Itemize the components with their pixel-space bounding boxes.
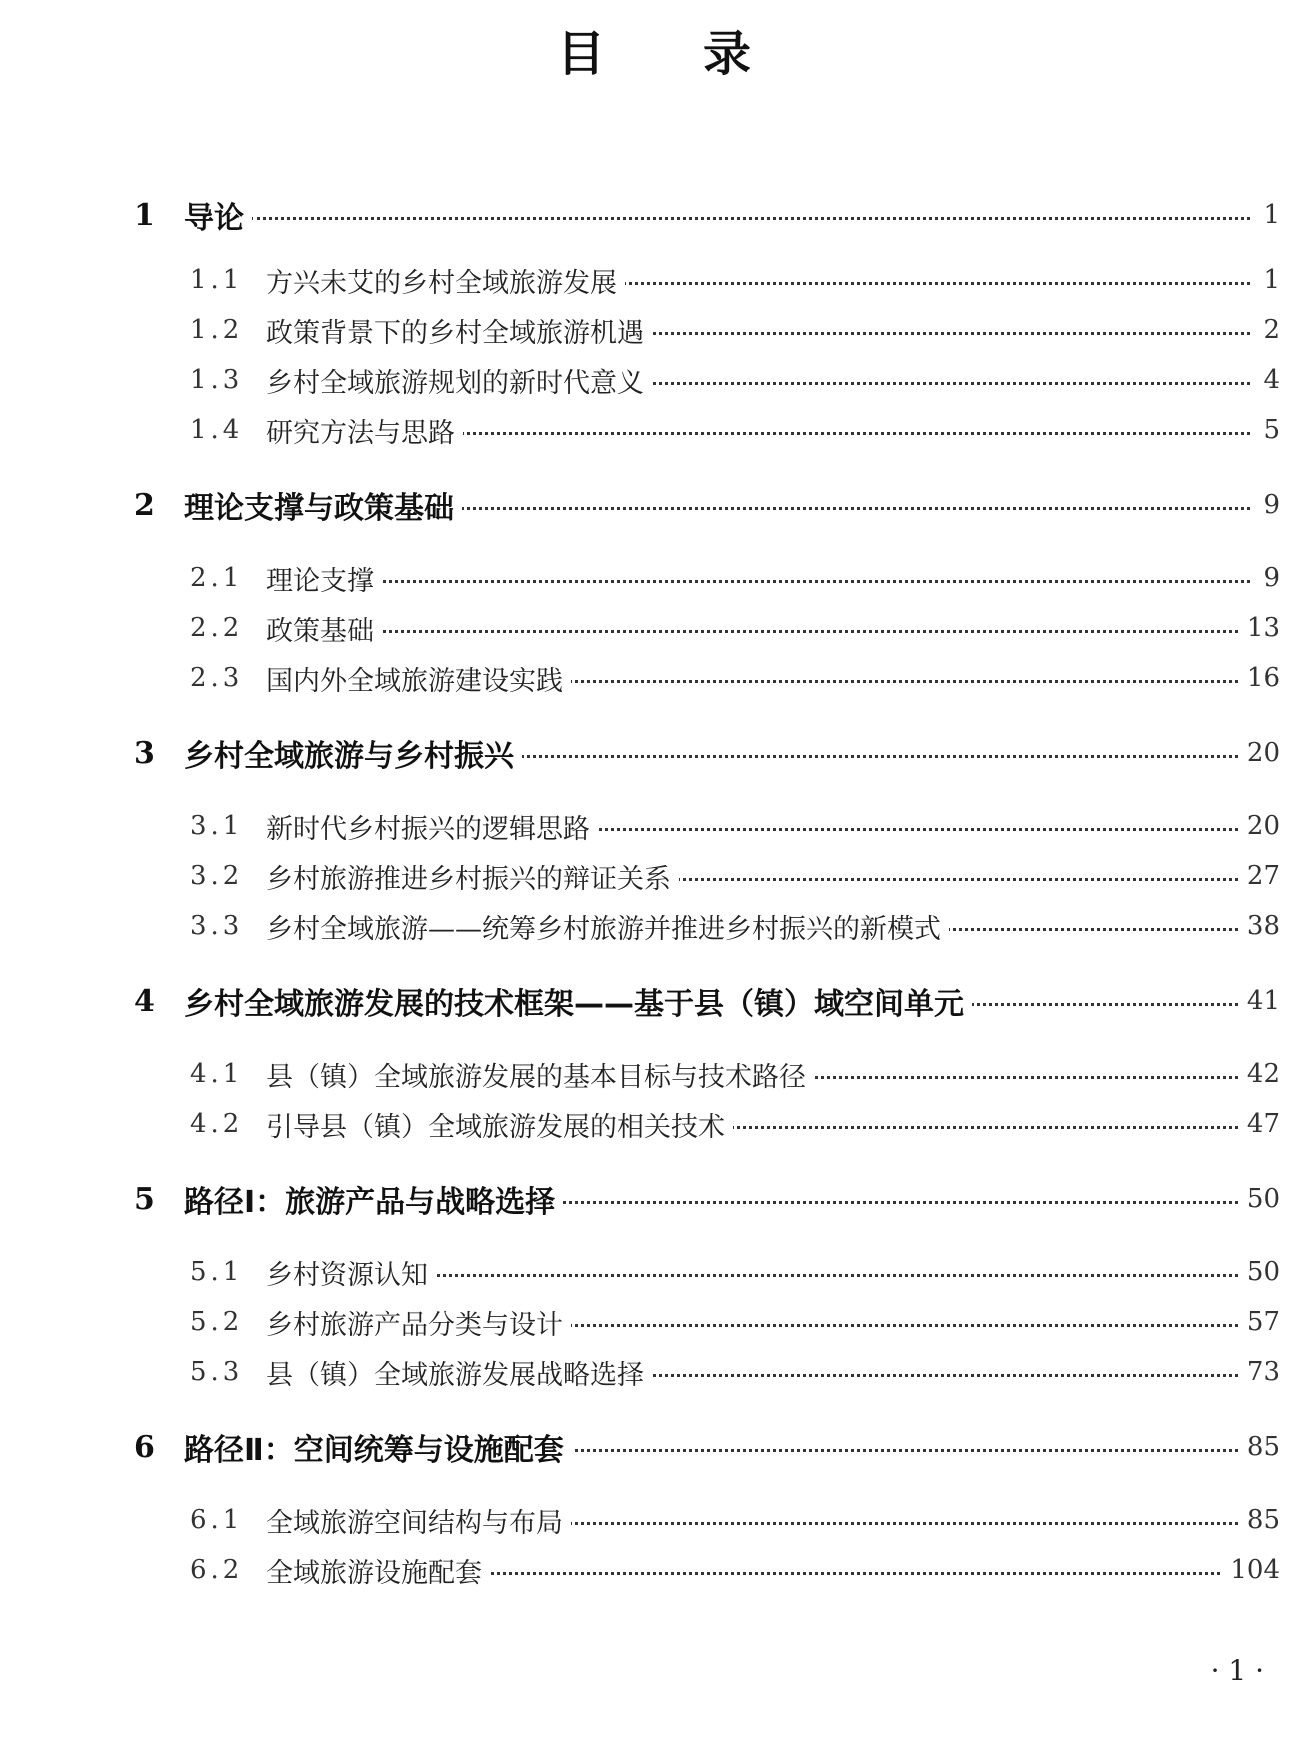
toc-entry-number: 2.3: [190, 663, 244, 693]
toc-entry-page: 1: [1255, 265, 1280, 295]
toc-entry-number: 3.1: [190, 811, 244, 841]
toc-section-2-2[interactable]: [0, 605, 1310, 651]
toc-section-6-1[interactable]: [0, 1497, 1310, 1543]
toc-entry-number: 4.2: [190, 1109, 244, 1139]
toc-entry-page: 1: [1255, 200, 1280, 230]
toc-entry-page: 42: [1239, 1059, 1280, 1089]
toc-entry-number: 3: [134, 735, 155, 771]
toc-entry-number: 2: [134, 487, 155, 523]
toc-entry-page: 9: [1255, 563, 1280, 593]
toc-entry-page: 2: [1255, 315, 1280, 345]
toc-entry-number: 5: [134, 1181, 155, 1217]
toc-entry-page: 4: [1255, 365, 1280, 395]
toc-entry-title: 全域旅游空间结构与布局: [266, 1501, 571, 1540]
toc-section-3-3[interactable]: [0, 903, 1310, 949]
toc-section-5-1[interactable]: [0, 1249, 1310, 1295]
toc-entry-title: 乡村全域旅游——统筹乡村旅游并推进乡村振兴的新模式: [266, 907, 949, 946]
toc-entry-page: 9: [1255, 490, 1280, 520]
toc-entry-number: 6: [134, 1429, 155, 1465]
toc-entry-number: 1.4: [190, 415, 244, 445]
toc-entry-title: 研究方法与思路: [266, 411, 463, 450]
toc-entry-number: 1.3: [190, 365, 244, 395]
toc-section-4-1[interactable]: [0, 1051, 1310, 1097]
toc-section-1-2[interactable]: [0, 307, 1310, 353]
toc-section-6-2[interactable]: [0, 1547, 1310, 1593]
toc-chapter-4[interactable]: [0, 978, 1310, 1024]
toc-entry-page: 20: [1239, 738, 1280, 768]
toc-entry-number: 5.1: [190, 1257, 244, 1287]
toc-entry-title: 导论: [184, 193, 252, 237]
toc-entry-title: 理论支撑与政策基础: [184, 483, 462, 527]
toc-leader-dots: [300, 574, 1250, 583]
toc-entry-number: 1.1: [190, 265, 244, 295]
toc-entry-title: 政策基础: [266, 609, 382, 648]
toc-entry-number: 6.1: [190, 1505, 244, 1535]
toc-entry-title: 乡村旅游产品分类与设计: [266, 1303, 571, 1342]
toc-entry-page: 5: [1255, 415, 1280, 445]
toc-section-3-2[interactable]: [0, 853, 1310, 899]
toc-entry-page: 50: [1239, 1184, 1280, 1214]
page-title-left: 目: [556, 26, 607, 82]
page-title-right: 录: [703, 26, 754, 82]
toc-entry-number: 2.2: [190, 613, 244, 643]
toc-entry-title: 理论支撑: [266, 559, 382, 598]
toc-leader-dots: [300, 1268, 1250, 1277]
toc-leader-dots: [300, 624, 1250, 633]
toc-entry-number: 1: [134, 197, 155, 233]
toc-entry-title: 政策背景下的乡村全域旅游机遇: [266, 311, 652, 350]
toc-entry-title: 乡村全域旅游规划的新时代意义: [266, 361, 652, 400]
toc-entry-page: 20: [1239, 811, 1280, 841]
toc-chapter-3[interactable]: [0, 730, 1310, 776]
toc-entry-page: 41: [1239, 986, 1280, 1016]
toc-entry-title: 县（镇）全域旅游发展的基本目标与技术路径: [266, 1055, 814, 1094]
toc-entry-number: 3.2: [190, 861, 244, 891]
toc-entry-title: 路径Ⅰ：旅游产品与战略选择: [184, 1177, 563, 1221]
toc-entry-page: 85: [1239, 1432, 1280, 1462]
toc-entry-page: 73: [1239, 1357, 1280, 1387]
toc-entry-number: 5.2: [190, 1307, 244, 1337]
toc-entry-number: 5.3: [190, 1357, 244, 1387]
toc-entry-title: 乡村全域旅游发展的技术框架——基于县（镇）域空间单元: [184, 979, 972, 1023]
toc-entry-title: 乡村全域旅游与乡村振兴: [184, 731, 522, 775]
toc-entry-page: 38: [1239, 911, 1280, 941]
toc-entry-title: 路径Ⅱ：空间统筹与设施配套: [184, 1425, 572, 1469]
toc-entry-page: 50: [1239, 1257, 1280, 1287]
toc-entry-page: 13: [1239, 613, 1280, 643]
toc-chapter-1[interactable]: [0, 192, 1310, 238]
toc-section-4-2[interactable]: [0, 1101, 1310, 1147]
toc-entry-number: 4: [134, 983, 155, 1019]
toc-section-5-3[interactable]: [0, 1349, 1310, 1395]
toc-section-2-3[interactable]: [0, 655, 1310, 701]
toc-entry-page: 27: [1239, 861, 1280, 891]
toc-entry-title: 国内外全域旅游建设实践: [266, 659, 571, 698]
toc-section-2-1[interactable]: [0, 555, 1310, 601]
toc-section-1-4[interactable]: [0, 407, 1310, 453]
toc-entry-number: 3.3: [190, 911, 244, 941]
toc-entry-number: 1.2: [190, 315, 244, 345]
toc-entry-title: 引导县（镇）全域旅游发展的相关技术: [266, 1105, 733, 1144]
toc-entry-number: 2.1: [190, 563, 244, 593]
toc-section-3-1[interactable]: [0, 803, 1310, 849]
toc-entry-title: 全域旅游设施配套: [266, 1551, 490, 1590]
toc-leader-dots: [250, 211, 1250, 220]
toc-entry-page: 85: [1239, 1505, 1280, 1535]
toc-section-1-3[interactable]: [0, 357, 1310, 403]
toc-section-5-2[interactable]: [0, 1299, 1310, 1345]
toc-entry-title: 方兴未艾的乡村全域旅游发展: [266, 261, 625, 300]
toc-entry-title: 乡村资源认知: [266, 1253, 436, 1292]
toc-entry-title: 县（镇）全域旅游发展战略选择: [266, 1353, 652, 1392]
toc-chapter-6[interactable]: [0, 1424, 1310, 1470]
toc-entry-page: 16: [1239, 663, 1280, 693]
toc-entry-page: 47: [1239, 1109, 1280, 1139]
toc-section-1-1[interactable]: [0, 257, 1310, 303]
toc-entry-page: 57: [1239, 1307, 1280, 1337]
toc-entry-title: 新时代乡村振兴的逻辑思路: [266, 807, 598, 846]
page-number: · 1 ·: [1210, 1654, 1264, 1687]
toc-chapter-5[interactable]: [0, 1176, 1310, 1222]
toc-entry-number: 6.2: [190, 1555, 244, 1585]
toc-entry-number: 4.1: [190, 1059, 244, 1089]
toc-entry-title: 乡村旅游推进乡村振兴的辩证关系: [266, 857, 679, 896]
toc-entry-page: 104: [1222, 1555, 1280, 1585]
toc-chapter-2[interactable]: [0, 482, 1310, 528]
